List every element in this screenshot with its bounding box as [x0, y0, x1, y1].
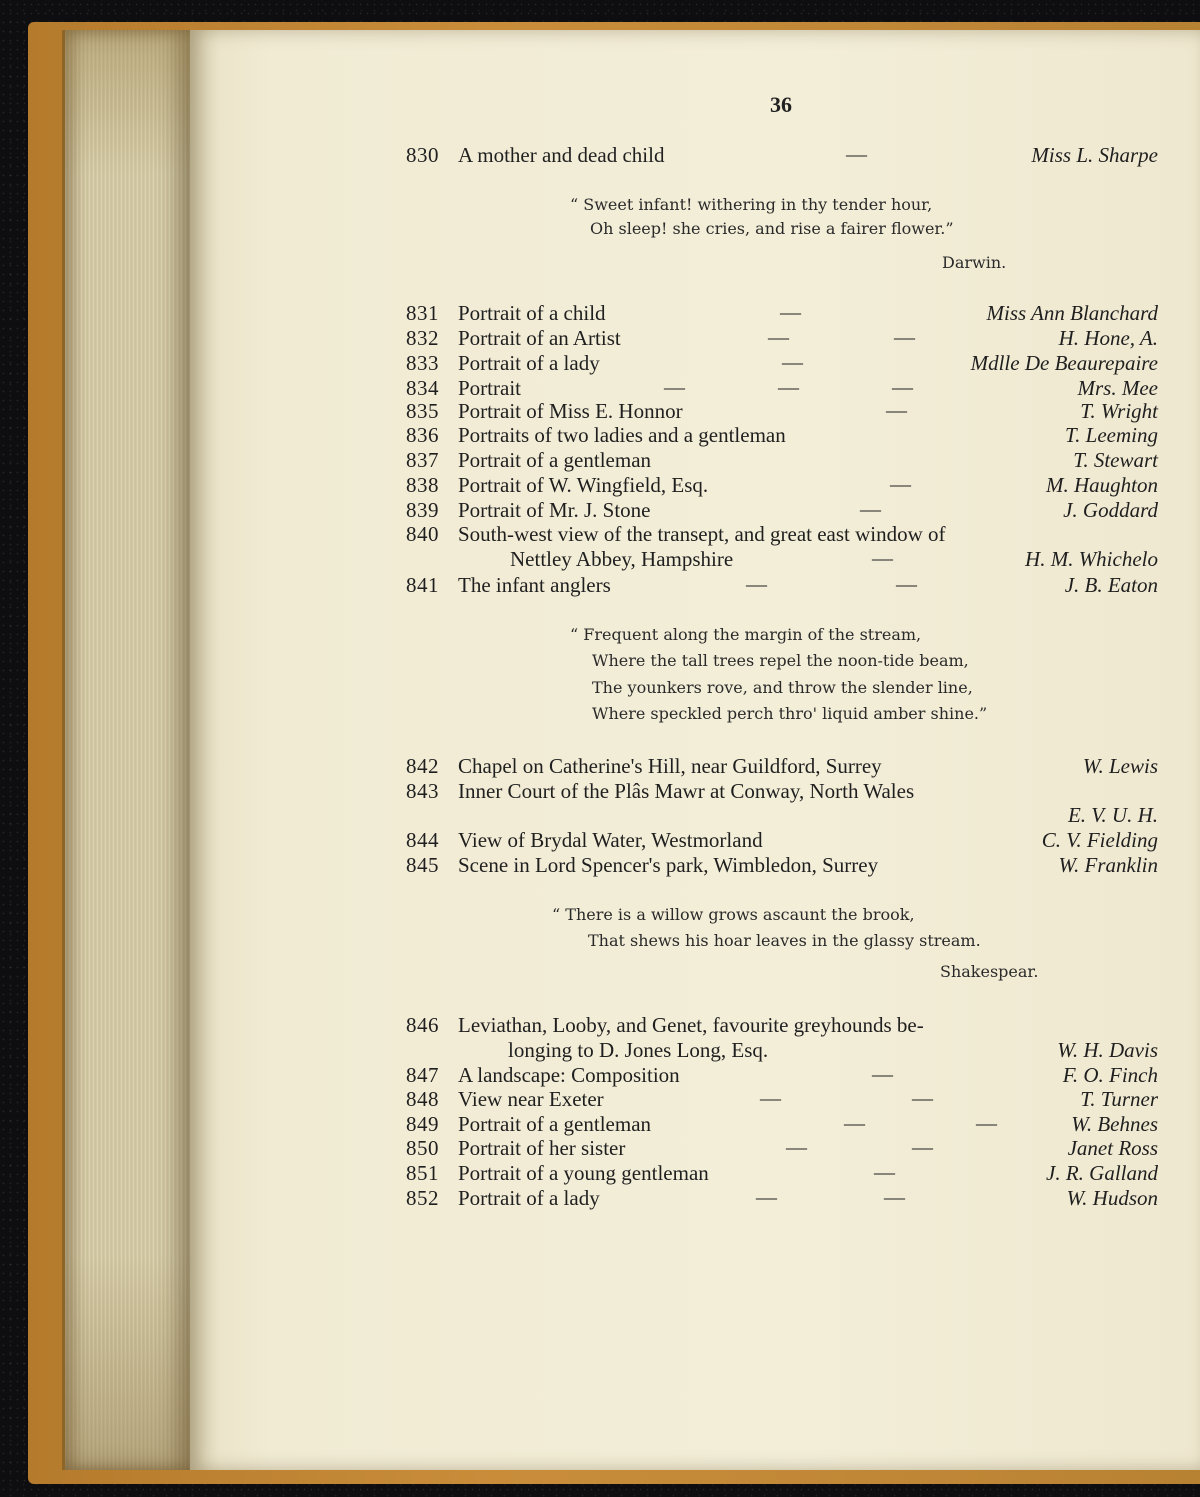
catalogue-entry	[406, 142, 1158, 168]
entry-artist: Janet Ross	[1067, 1136, 1158, 1160]
page-edges	[62, 30, 193, 1470]
entry-number: 844	[406, 828, 439, 852]
catalogue-entry	[406, 422, 1158, 448]
entry-number: 849	[406, 1112, 439, 1136]
dash: —	[782, 350, 803, 374]
quote-line: “ There is a willow grows ascaunt the brook,	[552, 905, 915, 924]
entry-number: 843	[406, 779, 439, 803]
entry-artist: M. Haughton	[1046, 473, 1158, 497]
dash: —	[872, 546, 893, 570]
dash: —	[844, 1111, 865, 1135]
catalogue-entry	[406, 852, 1158, 878]
entry-title: Chapel on Catherine's Hill, near Guildford, Surrey	[458, 754, 882, 778]
catalogue-entry	[406, 1012, 1158, 1038]
catalogue-entry	[406, 1135, 1158, 1161]
catalogue-entry	[406, 778, 1158, 804]
entry-artist: H. Hone, A.	[1058, 326, 1158, 350]
dash: —	[894, 325, 915, 349]
entry-artist: T. Leeming	[1065, 423, 1158, 447]
catalogue-page	[190, 30, 1200, 1470]
catalogue-entry	[406, 572, 1158, 598]
entry-number: 835	[406, 399, 439, 423]
entry-number: 845	[406, 853, 439, 877]
catalogue-entry-continuation	[406, 802, 1158, 828]
catalogue-entry-continuation	[406, 1037, 1158, 1063]
entry-number: 839	[406, 498, 439, 522]
quote-line: Where the tall trees repel the noon-tide beam,	[592, 651, 969, 670]
catalogue-entry	[406, 753, 1158, 779]
entry-title: Portrait	[458, 376, 521, 400]
entry-artist: H. M. Whichelo	[1025, 547, 1158, 571]
entry-title: View of Brydal Water, Westmorland	[458, 828, 763, 852]
catalogue-entry	[406, 827, 1158, 853]
entry-artist: Miss L. Sharpe	[1031, 143, 1158, 167]
dash: —	[976, 1111, 997, 1135]
quote-line: Oh sleep! she cries, and rise a fairer flower.”	[590, 219, 954, 238]
entry-title: A mother and dead child	[458, 143, 665, 167]
entry-artist: J. B. Eaton	[1064, 573, 1158, 597]
catalogue-entry	[406, 1062, 1158, 1088]
dash: —	[786, 1135, 807, 1159]
entry-title: Portrait of a child	[458, 301, 606, 325]
entry-artist: T. Wright	[1080, 399, 1158, 423]
entry-title: Portrait of her sister	[458, 1136, 626, 1160]
dash: —	[760, 1086, 781, 1110]
quote-line: The younkers rove, and throw the slender line,	[592, 678, 973, 697]
dash: —	[884, 1185, 905, 1209]
entry-title: Portrait of Mr. J. Stone	[458, 498, 651, 522]
catalogue-entry	[406, 1111, 1158, 1137]
entry-number: 847	[406, 1063, 439, 1087]
catalogue-entry	[406, 1086, 1158, 1112]
entry-title: Portrait of a young gentleman	[458, 1161, 709, 1185]
entry-title: Leviathan, Looby, and Genet, favourite greyhounds be-	[458, 1013, 924, 1037]
entry-artist: J. Goddard	[1063, 498, 1158, 522]
entry-title: Portrait of W. Wingfield, Esq.	[458, 473, 709, 497]
entry-number: 851	[406, 1161, 439, 1185]
entry-number: 836	[406, 423, 439, 447]
entry-artist: T. Stewart	[1073, 448, 1158, 472]
entry-title: Portraits of two ladies and a gentleman	[458, 423, 786, 447]
entry-number: 834	[406, 376, 439, 400]
dash: —	[874, 1160, 895, 1184]
entry-title-continuation: longing to D. Jones Long, Esq.	[508, 1038, 769, 1062]
entry-number: 832	[406, 326, 439, 350]
entry-number: 850	[406, 1136, 439, 1160]
entry-artist: W. Franklin	[1058, 853, 1158, 877]
catalogue-entry	[406, 472, 1158, 498]
catalogue-entry	[406, 350, 1158, 376]
entry-artist: C. V. Fielding	[1041, 828, 1158, 852]
entry-title: Portrait of a gentleman	[458, 1112, 652, 1136]
entry-number: 840	[406, 522, 439, 546]
dash: —	[912, 1086, 933, 1110]
quote-line: Where speckled perch thro' liquid amber shine.”	[592, 704, 988, 723]
entry-artist: W. Hudson	[1066, 1186, 1158, 1210]
dash: —	[780, 300, 801, 324]
entry-artist: W. H. Davis	[1057, 1038, 1158, 1062]
entry-number: 846	[406, 1013, 439, 1037]
dash: —	[768, 325, 789, 349]
catalogue-entry	[406, 521, 1158, 547]
entry-title: The infant anglers	[458, 573, 611, 597]
quote-attribution: Shakespear.	[940, 962, 1039, 981]
catalogue-entry	[406, 447, 1158, 473]
entry-artist: E. V. U. H.	[1067, 803, 1158, 827]
dash: —	[846, 142, 867, 166]
dash: —	[756, 1185, 777, 1209]
entry-title: Portrait of an Artist	[458, 326, 621, 350]
entry-number: 830	[406, 143, 439, 167]
quote-line: “ Frequent along the margin of the stream,	[570, 625, 922, 644]
entry-number: 842	[406, 754, 439, 778]
catalogue-entry	[406, 497, 1158, 523]
entry-artist: Mdlle De Beaurepaire	[970, 351, 1158, 375]
dash: —	[886, 398, 907, 422]
entry-number: 841	[406, 573, 439, 597]
quote-attribution: Darwin.	[942, 253, 1007, 272]
entry-artist: T. Turner	[1080, 1087, 1158, 1111]
dash: —	[872, 1062, 893, 1086]
dash: —	[890, 472, 911, 496]
catalogue-entry	[406, 300, 1158, 326]
quote-line: That shews his hoar leaves in the glassy stream.	[588, 931, 981, 950]
catalogue-entry-continuation	[406, 546, 1158, 572]
entry-number: 833	[406, 351, 439, 375]
dash: —	[892, 375, 913, 399]
entry-artist: Miss Ann Blanchard	[986, 301, 1158, 325]
dash: —	[746, 572, 767, 596]
dash: —	[912, 1135, 933, 1159]
catalogue-entry	[406, 1160, 1158, 1186]
entry-number: 837	[406, 448, 439, 472]
entry-title: South-west view of the transept, and great east window of	[458, 522, 946, 546]
entry-title: Portrait of a gentleman	[458, 448, 652, 472]
page-number: 36	[770, 92, 792, 117]
entry-number: 852	[406, 1186, 439, 1210]
entry-title: Portrait of a lady	[458, 1186, 600, 1210]
entry-artist: W. Behnes	[1071, 1112, 1158, 1136]
entry-title: View near Exeter	[458, 1087, 604, 1111]
entry-artist: F. O. Finch	[1062, 1063, 1158, 1087]
entry-artist: W. Lewis	[1082, 754, 1158, 778]
entry-title: Scene in Lord Spencer's park, Wimbledon, Surrey	[458, 853, 879, 877]
entry-artist: Mrs. Mee	[1077, 376, 1158, 400]
entry-title: Portrait of Miss E. Honnor	[458, 399, 683, 423]
entry-title-continuation: Nettley Abbey, Hampshire	[510, 547, 734, 571]
catalogue-entry	[406, 325, 1158, 351]
dash: —	[860, 497, 881, 521]
entry-number: 831	[406, 301, 439, 325]
entry-title: Portrait of a lady	[458, 351, 600, 375]
entry-number: 838	[406, 473, 439, 497]
entry-number: 848	[406, 1087, 439, 1111]
entry-artist: J. R. Galland	[1046, 1161, 1158, 1185]
entry-title: A landscape: Composition	[458, 1063, 680, 1087]
catalogue-entry	[406, 1185, 1158, 1211]
entry-title: Inner Court of the Plâs Mawr at Conway, North Wales	[458, 779, 915, 803]
dash: —	[778, 375, 799, 399]
dash: —	[896, 572, 917, 596]
dash: —	[664, 375, 685, 399]
quote-line: “ Sweet infant! withering in thy tender hour,	[570, 195, 933, 214]
catalogue-entry	[406, 398, 1158, 424]
